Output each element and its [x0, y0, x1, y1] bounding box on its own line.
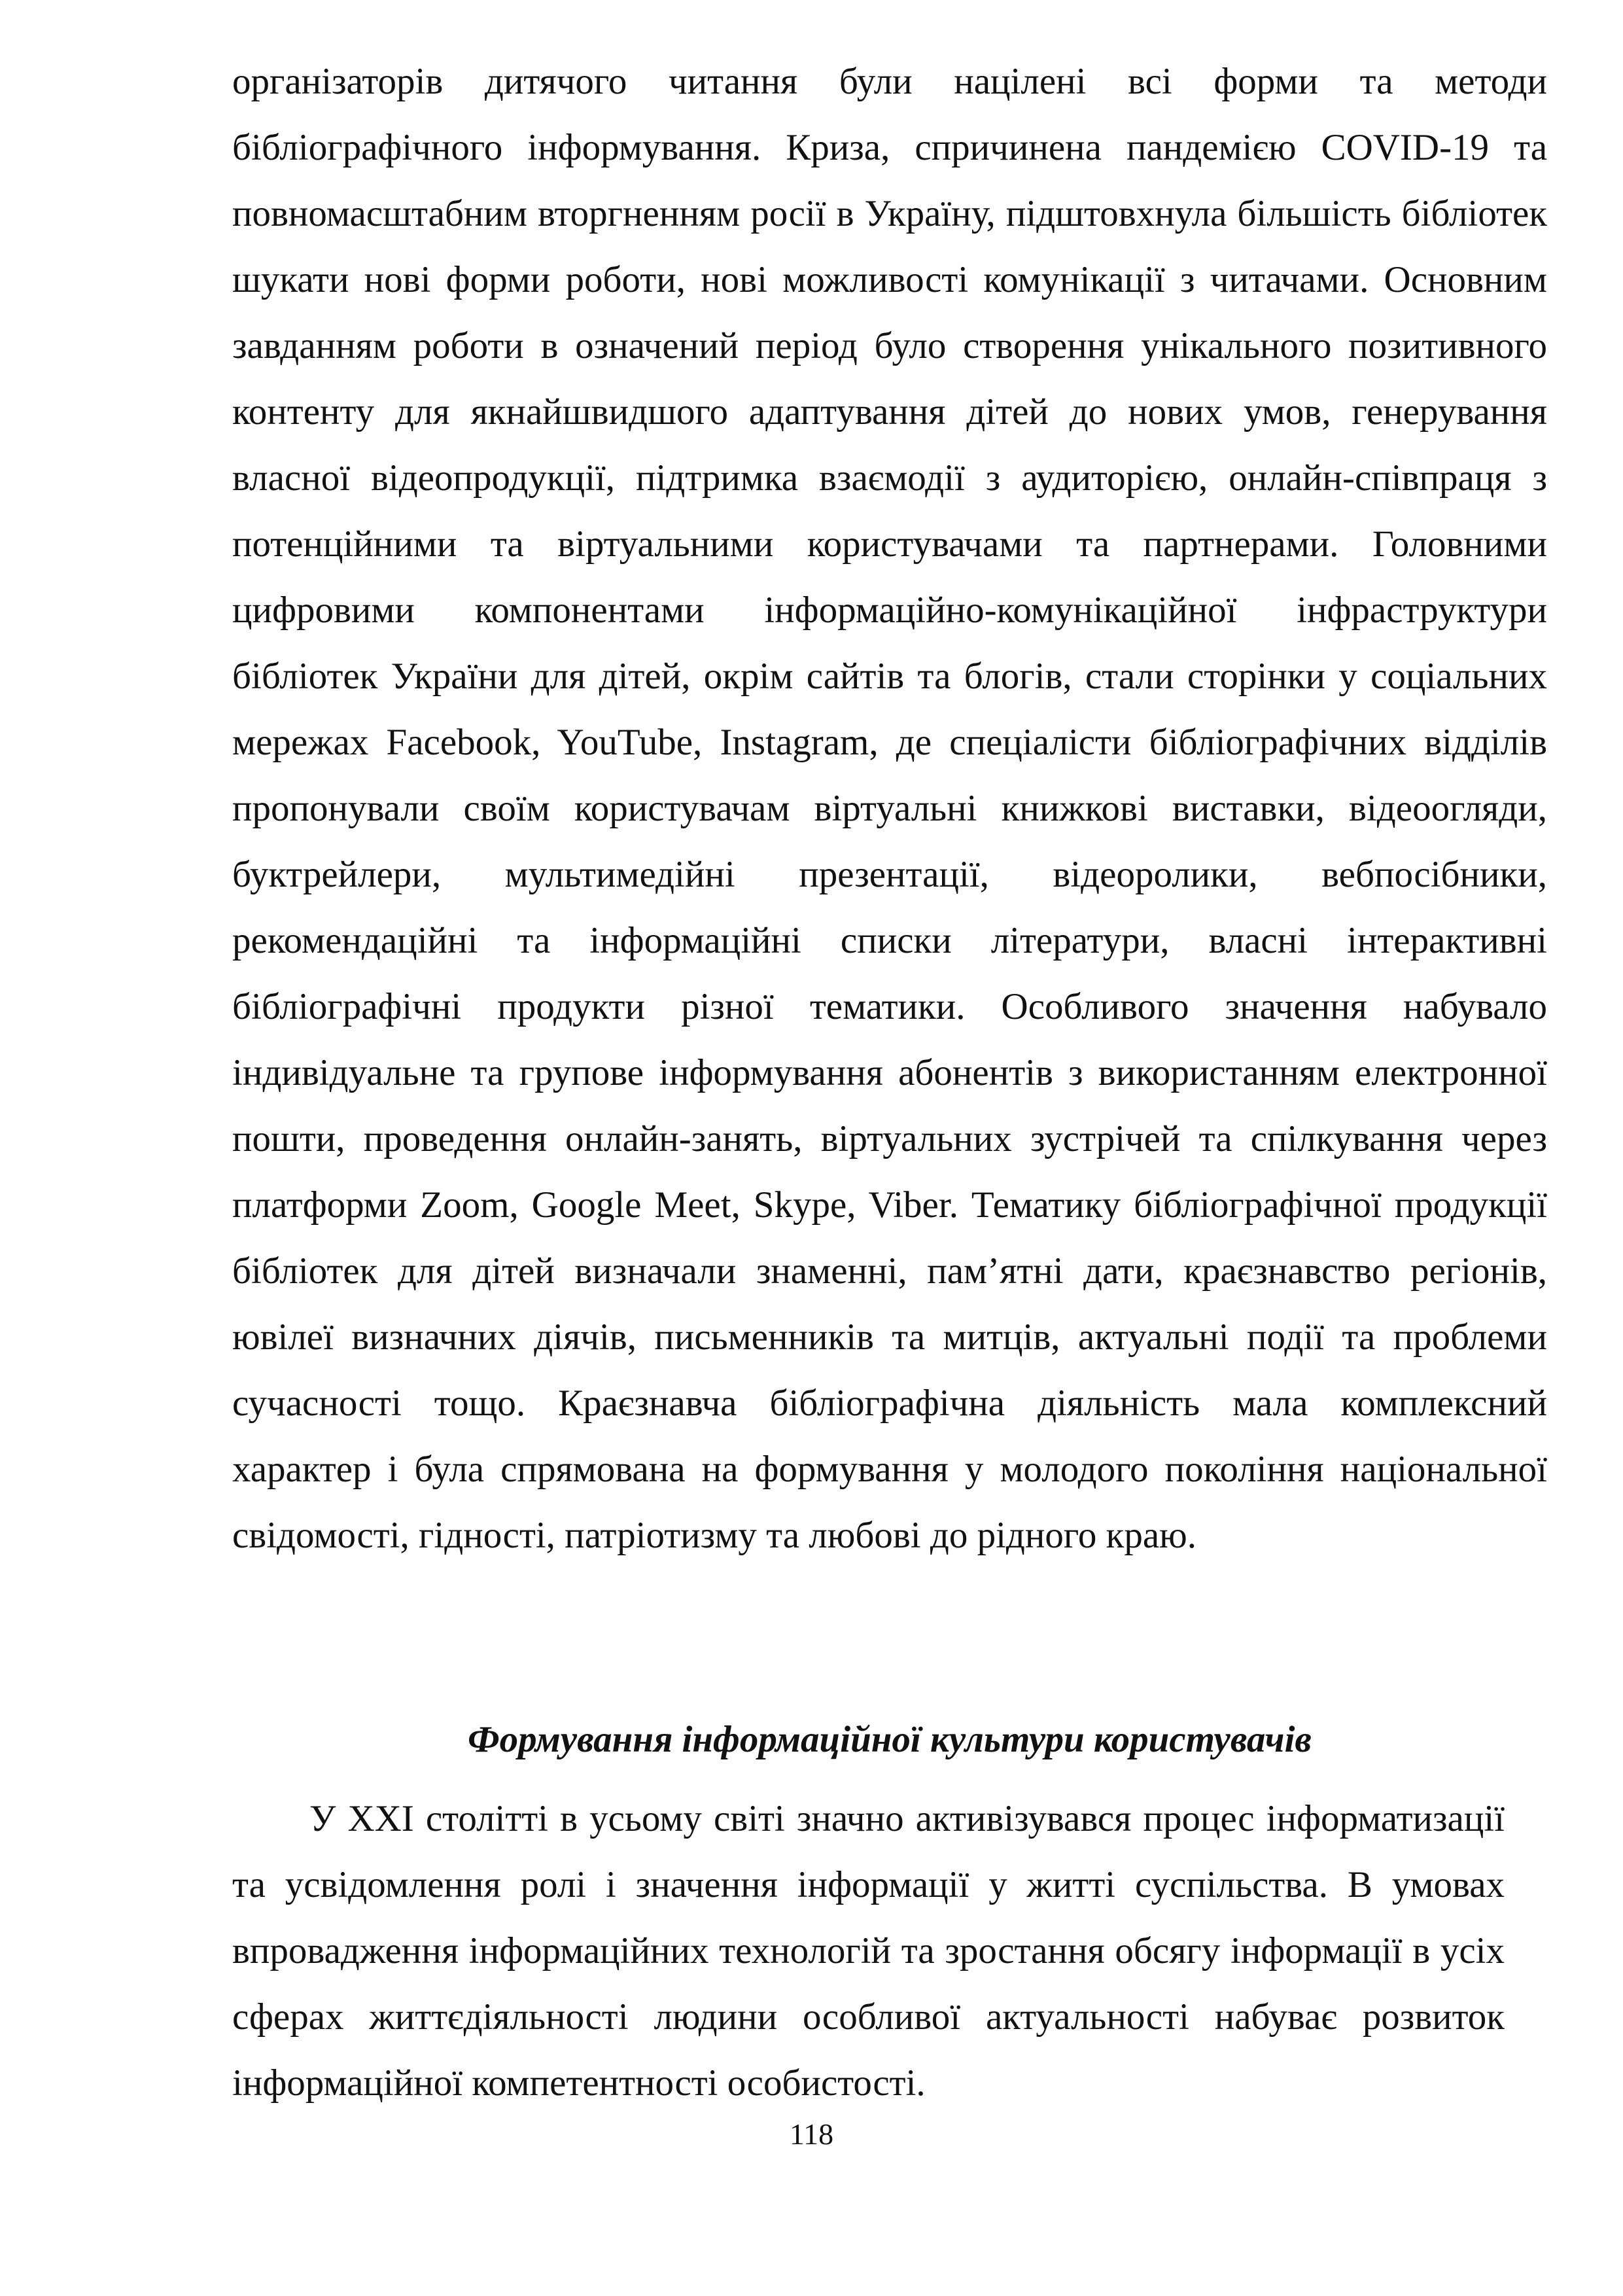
section-heading: Формування інформаційної культури користувачів — [468, 1719, 1312, 1760]
body-paragraph: У XXI столітті в усьому світі значно активізувався процес інформатизації та усвідомлення ролі і значення інформації у житті суспільства. В умовах впровадження інформаційних технологій та зростання обсягу інформації в усіх сферах життєдіяльності людини особливої актуальності набуває розвиток інформаційної компетентності особистості. — [232, 1798, 1505, 2104]
page-number: 118 — [789, 2117, 834, 2151]
body-paragraph: організаторів дитячого читання були націлені всі форми та методи бібліографічного інформування. Криза, спричинена пандемією COVID-19 та повномасштабним вторгненням росії в Україну, підштовхнула більшість бібліотек шукати нові форми роботи, нові можливості комунікації з читачами. Основним завданням роботи в означений період було створення унікального позитивного контенту для якнайшвидшого адаптування дітей до нових умов, генерування власної відеопродукції, підтримка взаємодії з аудиторією, онлайн-співпраця з потенційними та віртуальними користувачами та партнерами. Головними цифровими компонентами інформаційно-комунікаційної інфраструктури бібліотек України для дітей, окрім сайтів та блогів, стали сторінки у соціальних мережах Facebook, YouTube, Instagram, де спеціалісти бібліографічних відділів пропонували своїм користувачам віртуальні книжкові виставки, відеоогляди, буктрейлери, мультимедійні презентації, відеоролики, вебпосібники, рекомендаційні та інформаційні списки літератури, власні інтерактивні бібліографічні продукти різної тематики. Особливого значення набувало індивідуальне та групове інформування абонентів з використанням електронної пошти, проведення онлайн-занять, віртуальних зустрічей та спілкування через платформи Zoom, Google Meet, Skype, Viber. Тематику бібліографічної продукції бібліотек для дітей визначали знаменні, пам’ятні дати, краєзнавство регіонів, ювілеї визначних діячів, письменників та митців, актуальні події та проблеми сучасності тощо. Краєзнавча бібліографічна діяльність мала комплексний характер і була спрямована на формування у молодого покоління національної свідомості, гідності, патріотизму та любові до рідного краю. — [232, 61, 1547, 1556]
